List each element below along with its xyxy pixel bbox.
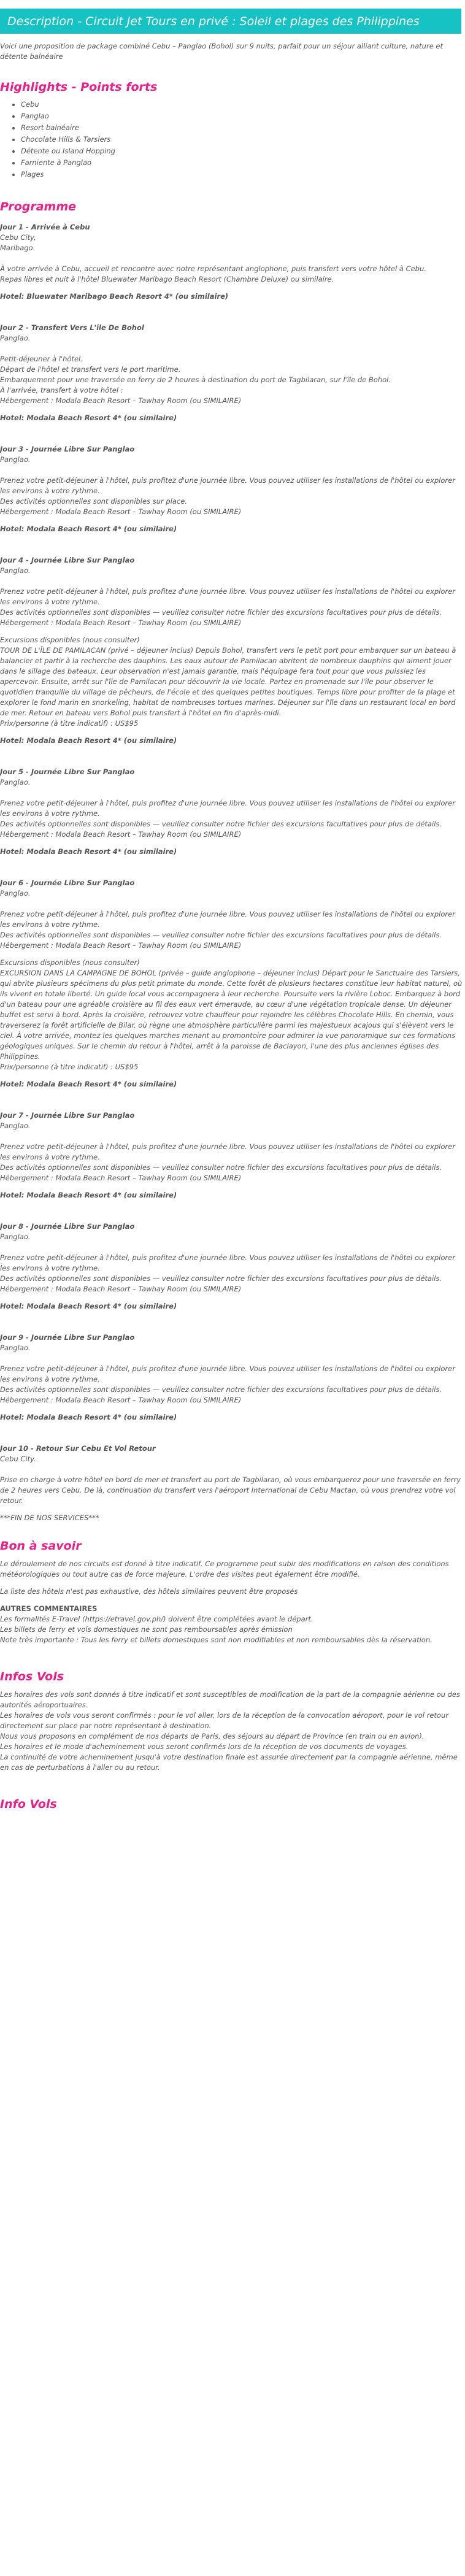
day-hotel: Hotel: Bluewater Maribago Beach Resort 4* (ou similaire): [0, 292, 229, 301]
day-title: Jour 8 - Journée Libre Sur Panglao: [0, 1222, 135, 1231]
highlight-item: • Panglao: [21, 110, 465, 122]
day-text: Hébergement : Modala Beach Resort – Tawhay Room (ou SIMILAIRE): [0, 507, 242, 516]
day-location: Panglao.: [0, 1232, 31, 1241]
day-text: Des activités optionnelles sont disponibles — veuillez consulter notre fichier des excursions facultatives pour plus de détails.: [0, 1163, 442, 1172]
highlights-heading: Highlights - Points forts: [0, 80, 158, 94]
day-hotel: Hotel: Modala Beach Resort 4* (ou similaire): [0, 1191, 177, 1199]
flight-info-text: Nous vous proposons en complément de nos départs de Paris, des séjours au départ de Province (en train ou en avion).: [0, 1732, 425, 1740]
good-to-know-section: [0, 1559, 465, 1645]
day-title: Jour 10 - Retour Sur Cebu Et Vol Retour: [0, 1444, 156, 1453]
day-text: Prenez votre petit-déjeuner à l'hôtel, puis profitez d'une journée libre. Vous pouvez utiliser les installations de l'hôtel ou explorer les environs à votre rythme.: [0, 910, 455, 929]
day-text: Des activités optionnelles sont disponibles sur place.: [0, 497, 187, 506]
day-7: [0, 1110, 465, 1201]
flight-info-heading: Infos Vols: [0, 1670, 64, 1683]
day-3: [0, 444, 465, 534]
highlight-item: • Détente ou Island Hopping: [21, 145, 465, 157]
day-hotel: Hotel: Modala Beach Resort 4* (ou similaire): [0, 1302, 177, 1310]
day-text: Prenez votre petit-déjeuner à l'hôtel, puis profitez d'une journée libre. Vous pouvez utiliser les installations de l'hôtel ou explorer les environs à votre rythme.: [0, 476, 455, 495]
day-text: Embarquement pour une traversée en ferry de 2 heures à destination du port de Tagbilaran, sur l'île de Bohol.: [0, 375, 391, 384]
flight-info-text: Les horaires et le mode d'acheminement vous seront confirmés lors de la réception de vos documents de voyages.: [0, 1742, 409, 1751]
day-location: Panglao.: [0, 1121, 31, 1130]
good-to-know-text: Le déroulement de nos circuits est donné à titre indicatif. Ce programme peut subir des modifications en raison des conditions météorologiques ou tout autre cas de force majeure. L'ordre des visites peut également être modifié.: [0, 1559, 449, 1578]
end-of-services: ***FIN DE NOS SERVICES***: [0, 1513, 99, 1522]
day-title: Jour 7 - Journée Libre Sur Panglao: [0, 1111, 135, 1120]
day-location: Panglao.: [0, 334, 31, 342]
day-text: Hébergement : Modala Beach Resort – Tawhay Room (ou SIMILAIRE): [0, 396, 242, 405]
good-to-know-heading: Bon à savoir: [0, 1539, 82, 1553]
excursions-title: Excursions disponibles (nous consulter): [0, 958, 140, 967]
day-text: Prenez votre petit-déjeuner à l'hôtel, puis profitez d'une journée libre. Vous pouvez utiliser les installations de l'hôtel ou explorer les environs à votre rythme.: [0, 799, 455, 818]
day-location: Cebu City,: [0, 233, 36, 242]
content: [0, 41, 465, 1811]
day-9: [0, 1332, 465, 1423]
day-4: [0, 555, 465, 746]
highlight-item: • Plages: [21, 169, 465, 180]
day-location: Panglao.: [0, 455, 31, 464]
day-hotel: Hotel: Modala Beach Resort 4* (ou similaire): [0, 1080, 177, 1088]
day-hotel: Hotel: Modala Beach Resort 4* (ou similaire): [0, 847, 177, 856]
day-location: Panglao.: [0, 889, 31, 898]
day-hotel: Hotel: Modala Beach Resort 4* (ou similaire): [0, 413, 177, 422]
excursion-price: Prix/personne (à titre indicatif) : US$95: [0, 719, 139, 728]
day-title: Jour 3 - Journée Libre Sur Panglao: [0, 445, 135, 453]
day-text: À votre arrivée à Cebu, accueil et rencontre avec notre représentant anglophone, puis transfert vers votre hôtel à Cebu.: [0, 264, 426, 273]
day-title: Jour 2 - Transfert Vers L'île De Bohol: [0, 323, 144, 332]
page-title: Description - Circuit Jet Tours en privé : Soleil et plages des Philippines: [0, 9, 461, 34]
day-text: Hébergement : Modala Beach Resort – Tawhay Room (ou SIMILAIRE): [0, 618, 242, 627]
day-text: Des activités optionnelles sont disponibles — veuillez consulter notre fichier des excursions facultatives pour plus de détails.: [0, 1385, 442, 1394]
flight-info-section: [0, 1690, 465, 1773]
day-text: Des activités optionnelles sont disponibles — veuillez consulter notre fichier des excursions facultatives pour plus de détails.: [0, 1274, 442, 1283]
day-text: Prenez votre petit-déjeuner à l'hôtel, puis profitez d'une journée libre. Vous pouvez utiliser les installations de l'hôtel ou explorer les environs à votre rythme.: [0, 1253, 455, 1272]
flight-info-text: Les horaires de vols vous seront confirmés : pour le vol aller, lors de la réception de la convocation aéroport, pour le vol retour directement sur place par notre représentant à destination.: [0, 1711, 448, 1730]
day-8: [0, 1221, 465, 1312]
day-title: Jour 6 - Journée Libre Sur Panglao: [0, 879, 135, 887]
highlights-list: [0, 99, 465, 180]
day-5: [0, 767, 465, 857]
good-to-know-text: Les formalités E-Travel (https://etravel.gov.ph/) doivent être complétées avant le départ.: [0, 1615, 313, 1623]
day-text: Hébergement : Modala Beach Resort – Tawhay Room (ou SIMILAIRE): [0, 1174, 242, 1182]
excursion-text: EXCURSION DANS LA CAMPAGNE DE BOHOL (privée – guide anglophone – déjeuner inclus) Départ pour le Sanctuaire des Tarsiers, qui abrite plusieurs spécimens du plus petit primate du monde. Cette forêt de plusieurs hectares constitue leur habitat naturel, où ils vivent en totale liberté. Un guide local vous accompagnera à leur recherche. Poursuite vers la rivière Loboc. Embarquez à bord d'un bateau pour une agréable croisière au fil des eaux vert émeraude, au cœur d'une végétation tropicale dense. Un déjeuner buffet est servi à bord. Après la croisière, retrouvez votre chauffeur pour rejoindre les célèbres Chocolate Hills. En chemin, vous traverserez la forêt artificielle de Bilar, où règne une atmosphère particulière parmi les majestueux acajous qui s'élèvent vers le ciel. À votre arrivée, montez les quelques marches menant au promontoire pour admirer la vue panoramique sur ces formations géologiques uniques. Sur le chemin du retour à l'hôtel, arrêt à la paroisse de Baclayon, l'une des plus anciennes églises des Philippines.: [0, 969, 463, 1061]
day-text: Départ de l'hôtel et transfert vers le port maritime.: [0, 365, 181, 374]
good-to-know-text: La liste des hôtels n'est pas exhaustive, des hôtels similaires peuvent être proposés: [0, 1587, 298, 1596]
day-text: Petit-déjeuner à l'hôtel.: [0, 355, 83, 363]
day-text: Des activités optionnelles sont disponibles — veuillez consulter notre fichier des excursions facultatives pour plus de détails.: [0, 820, 442, 828]
other-comments-title: AUTRES COMMENTAIRES: [0, 1604, 98, 1613]
highlight-item: • Resort balnéaire: [21, 122, 465, 134]
intro-text: Voici une proposition de package combiné Cebu – Panglao (Bohol) sur 9 nuits, parfait pour un séjour alliant culture, nature et détente balnéaire: [0, 42, 444, 61]
day-text: À l'arrivée, transfert à votre hôtel :: [0, 386, 123, 394]
day-text: Repas libres et nuit à l'hôtel Bluewater Maribago Beach Resort (Chambre Deluxe) ou similaire.: [0, 275, 334, 283]
day-title: Jour 9 - Journée Libre Sur Panglao: [0, 1333, 135, 1342]
day-text: Prenez votre petit-déjeuner à l'hôtel, puis profitez d'une journée libre. Vous pouvez utiliser les installations de l'hôtel ou explorer les environs à votre rythme.: [0, 1364, 455, 1383]
flight-info-text: Les horaires des vols sont donnés à titre indicatif et sont susceptibles de modification de la part de la compagnie aérienne ou des autorités aéroportuaires.: [0, 1690, 460, 1709]
day-text: Hébergement : Modala Beach Resort – Tawhay Room (ou SIMILAIRE): [0, 1396, 242, 1404]
day-title: Jour 4 - Journée Libre Sur Panglao: [0, 556, 135, 564]
day-hotel: Hotel: Modala Beach Resort 4* (ou similaire): [0, 736, 177, 745]
programme-heading: Programme: [0, 200, 77, 213]
day-location: Maribago.: [0, 244, 36, 252]
day-location: Cebu City.: [0, 1455, 36, 1463]
day-10: [0, 1444, 465, 1523]
day-text: Hébergement : Modala Beach Resort – Tawhay Room (ou SIMILAIRE): [0, 1285, 242, 1293]
day-hotel: Hotel: Modala Beach Resort 4* (ou similaire): [0, 1413, 177, 1421]
day-text: Hébergement : Modala Beach Resort – Tawhay Room (ou SIMILAIRE): [0, 941, 242, 950]
day-text: Prise en charge à votre hôtel en bord de mer et transfert au port de Tagbilaran, où vous embarquerez pour une traversée en ferry de 2 heures vers Cebu. De là, continuation du transfert vers l'aéroport International de Cebu Mactan, où vous prendrez votre vol retour.: [0, 1475, 461, 1505]
day-title: Jour 1 - Arrivée à Cebu: [0, 223, 90, 231]
flight-info-text: La continuité de votre acheminement jusqu'à votre destination finale est assurée directement par la compagnie aérienne, même en cas de perturbations à l'aller ou au retour.: [0, 1753, 458, 1772]
day-text: Hébergement : Modala Beach Resort – Tawhay Room (ou SIMILAIRE): [0, 830, 242, 839]
flight-info-heading-2: Info Vols: [0, 1797, 57, 1811]
day-title: Jour 5 - Journée Libre Sur Panglao: [0, 767, 135, 776]
day-6: [0, 878, 465, 1090]
day-location: Panglao.: [0, 778, 31, 786]
day-text: Prenez votre petit-déjeuner à l'hôtel, puis profitez d'une journée libre. Vous pouvez utiliser les installations de l'hôtel ou explorer les environs à votre rythme.: [0, 1142, 455, 1161]
good-to-know-text: Les billets de ferry et vols domestiques ne sont pas remboursables après émission: [0, 1625, 293, 1634]
day-location: Panglao.: [0, 1344, 31, 1352]
excursions-title: Excursions disponibles (nous consulter): [0, 636, 140, 644]
highlight-item: • Cebu: [21, 99, 465, 110]
day-text: Prenez votre petit-déjeuner à l'hôtel, puis profitez d'une journée libre. Vous pouvez utiliser les installations de l'hôtel ou explorer les environs à votre rythme.: [0, 587, 455, 606]
day-hotel: Hotel: Modala Beach Resort 4* (ou similaire): [0, 525, 177, 533]
day-text: Des activités optionnelles sont disponibles — veuillez consulter notre fichier des excursions facultatives pour plus de détails.: [0, 608, 442, 617]
good-to-know-text: Note très importante : Tous les ferry et billets domestiques sont non modifiables et non remboursables dès la réservation.: [0, 1636, 432, 1644]
highlight-item: • Chocolate Hills & Tarsiers: [21, 134, 465, 145]
excursion-price: Prix/personne (à titre indicatif) : US$95: [0, 1063, 139, 1071]
day-text: Des activités optionnelles sont disponibles — veuillez consulter notre fichier des excursions facultatives pour plus de détails.: [0, 931, 442, 939]
day-1: [0, 222, 465, 302]
day-location: Panglao.: [0, 566, 31, 575]
highlight-item: • Farniente à Panglao: [21, 157, 465, 169]
excursion-text: TOUR DE L'ÎLE DE PAMILACAN (privé – déjeuner inclus) Depuis Bohol, transfert vers le petit port pour embarquer sur un bateau à balancier et partir à la recherche des dauphins. Les eaux autour de Pamilacan abritent de nombreux dauphins qui aiment jouer dans le sillage des bateaux. Leur observation n'est jamais garantie, mais l'équipage fera tout pour que vous puissiez les apercevoir. Ensuite, arrêt sur l'île de Pamilacan pour découvrir la vie locale. Partez en promenade sur l'île pour observer le quotidien tranquille du village de pêcheurs, de l'école et des quelques petites boutiques. Temps libre pour profiter de la plage et explorer le fond marin en snorkeling, habitat de nombreuses tortues marines. Déjeuner sur l'île dans un restaurant local en bord de mer. Retour en bateau vers Bohol puis transfert à l'hôtel en fin d'après-midi.: [0, 646, 456, 717]
day-2: [0, 323, 465, 423]
